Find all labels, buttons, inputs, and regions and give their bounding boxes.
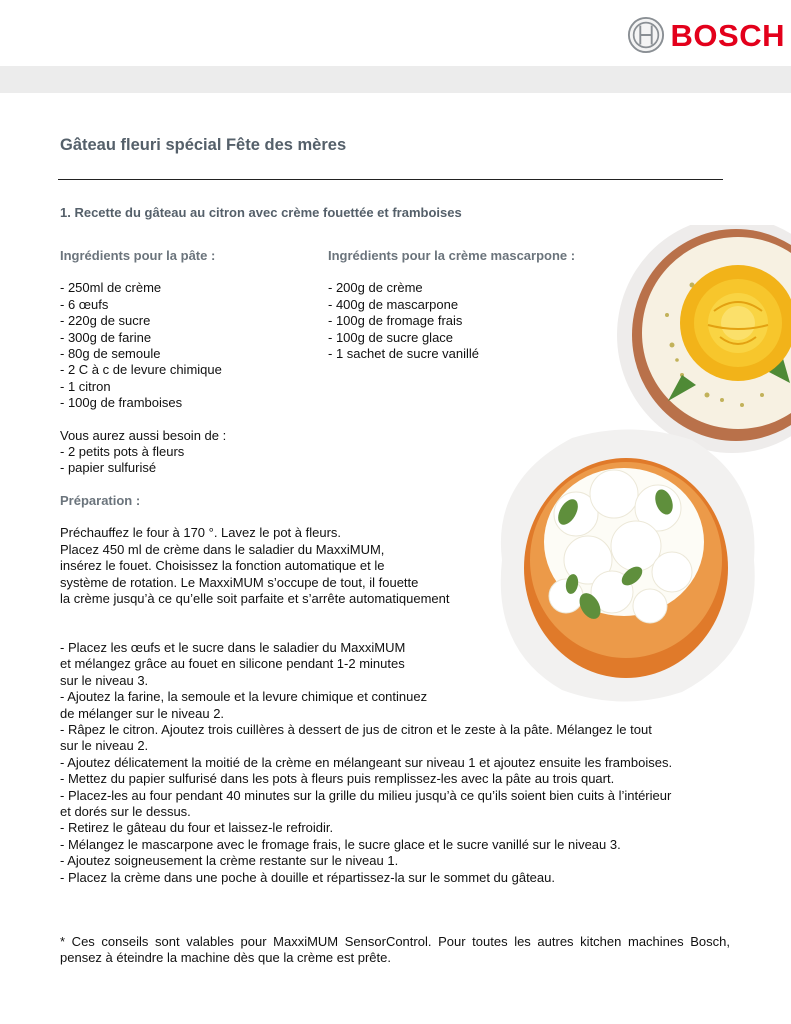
list-item: et dorés sur le dessus. [60, 804, 191, 820]
section-title: 1. Recette du gâteau au citron avec crème fouettée et framboises [60, 205, 462, 220]
list-item: - Placez la crème dans une poche à douille et répartissez-la sur le sommet du gâteau. [60, 869, 555, 885]
preparation-step-list [60, 640, 740, 886]
right-column [328, 248, 628, 362]
list-item: - Ajoutez délicatement la moitié de la crème en mélangeant sur niveau 1 et ajoutez ensuite les framboises. [60, 754, 673, 770]
preparation-intro-line: la crème jusqu’à ce qu’elle soit parfaite et s’arrête automatiquement [60, 590, 450, 606]
list-item: - 400g de mascarpone [328, 296, 459, 312]
also-needed-intro: Vous aurez aussi besoin de : [60, 427, 227, 443]
list-item: - Ajoutez soigneusement la crème restante sur le niveau 1. [60, 853, 399, 869]
brand-name: BOSCH [670, 17, 785, 53]
list-item: - Ajoutez la farine, la semoule et la levure chimique et continuez [60, 689, 428, 705]
preparation-intro-line: Préchauffez le four à 170 °. Lavez le pot à fleurs. [60, 525, 342, 541]
list-item: - Râpez le citron. Ajoutez trois cuillères à dessert de jus de citron et le zeste à la pâte. Mélangez le tout [60, 722, 652, 738]
list-item: - 2 C à c de levure chimique [60, 362, 222, 378]
list-item: - 100g de sucre glace [328, 329, 454, 345]
bosch-armature-icon [627, 16, 665, 54]
list-item: et mélangez grâce au fouet en silicone pendant 1-2 minutes [60, 656, 405, 672]
list-item: de mélanger sur le niveau 2. [60, 705, 225, 721]
list-item: - 220g de sucre [60, 313, 151, 329]
list-item: - 100g de framboises [60, 395, 183, 411]
list-item: - Retirez le gâteau du four et laissez-le refroidir. [60, 820, 334, 836]
list-item: sur le niveau 3. [60, 672, 149, 688]
footnote: * Ces conseils sont valables pour MaxxiMUM SensorControl. Pour toutes les autres kitchen machines Bosch, pensez à éteindre la machine dès que la crème est prête. [60, 934, 730, 966]
dough-heading: Ingrédients pour la pâte : [60, 248, 216, 263]
preparation-intro-line: insérez le fouet. Choisissez la fonction automatique et le [60, 558, 385, 574]
list-item: - 6 œufs [60, 296, 109, 312]
list-item: - 250ml de crème [60, 280, 162, 296]
list-item: - 200g de crème [328, 280, 423, 296]
preparation-intro-line: système de rotation. Le MaxxiMUM s’occupe de tout, il fouette [60, 574, 419, 590]
list-item: - 300g de farine [60, 329, 152, 345]
page-title: Gâteau fleuri spécial Fête des mères [60, 136, 347, 154]
list-item: - 100g de fromage frais [328, 313, 463, 329]
also-needed-list [60, 444, 500, 477]
list-item: - 80g de semoule [60, 346, 161, 362]
list-item: - papier sulfurisé [60, 460, 157, 476]
mascarpone-ingredient-list [328, 280, 628, 362]
mascarpone-heading: Ingrédients pour la crème mascarpone : [328, 248, 576, 263]
list-item: - 1 sachet de sucre vanillé [328, 346, 480, 362]
preparation-heading: Préparation : [60, 492, 141, 508]
preparation-intro-line: Placez 450 ml de crème dans le saladier du MaxxiMUM, [60, 541, 385, 557]
list-item: - 1 citron [60, 378, 111, 394]
list-item: - Mettez du papier sulfurisé dans les pots à fleurs puis remplissez-les avec la pâte au trois quart. [60, 771, 615, 787]
preparation-steps [60, 640, 740, 886]
bosch-logo [627, 16, 785, 54]
list-item: - Placez les œufs et le sucre dans le saladier du MaxxiMUM [60, 640, 406, 655]
list-item: - Placez-les au four pendant 40 minutes sur la grille du milieu jusqu’à ce qu’ils soient bien cuits à l’intérieur [60, 787, 672, 803]
header-band [0, 66, 791, 93]
list-item: - 2 petits pots à fleurs [60, 444, 185, 460]
list-item: - Mélangez le mascarpone avec le fromage frais, le sucre glace et le sucre vanillé sur le niveau 3. [60, 836, 621, 852]
title-divider [58, 179, 723, 180]
list-item: sur le niveau 2. [60, 738, 149, 754]
